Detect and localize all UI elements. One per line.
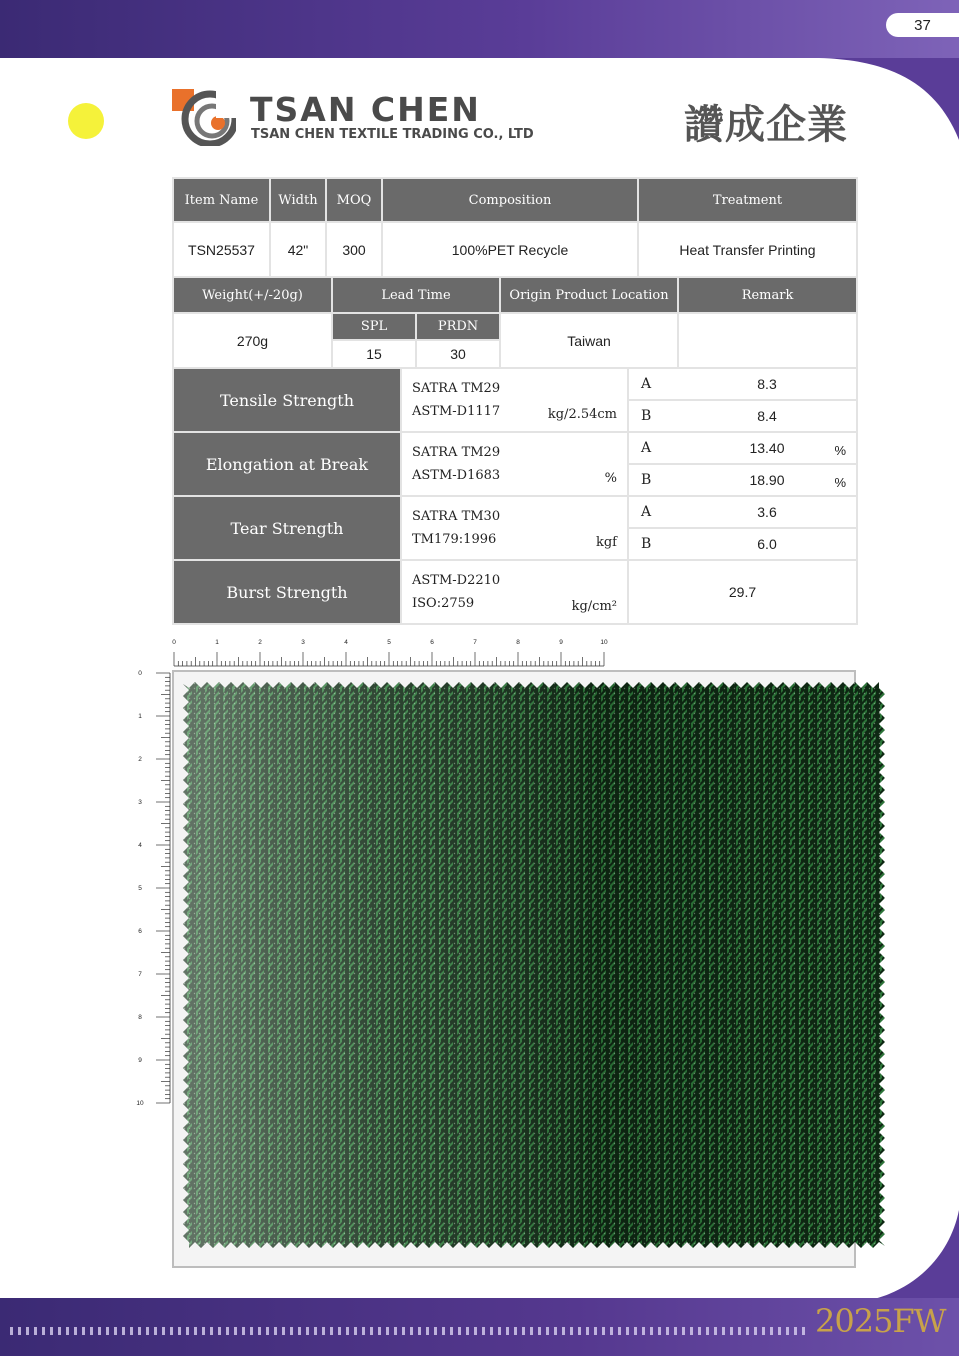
logistics-table — [172, 276, 858, 369]
ruler-label: 5 — [138, 885, 142, 892]
test-method — [401, 560, 628, 624]
result-value — [678, 464, 857, 496]
header-composition: Composition — [382, 178, 638, 222]
result-number: 8.4 — [757, 408, 777, 424]
ruler-label: 9 — [138, 1057, 142, 1064]
ruler-label: 7 — [473, 639, 477, 646]
ruler-label: 0 — [172, 639, 176, 646]
header-remark: Remark — [678, 277, 857, 313]
result-number: 29.7 — [728, 584, 757, 600]
vertical-ruler — [132, 668, 174, 1108]
ruler-label: 3 — [301, 639, 305, 646]
test-results-table — [172, 367, 858, 625]
moq-value: 300 — [326, 222, 382, 277]
direction-label: A — [628, 368, 678, 400]
ruler-label: 2 — [138, 756, 142, 763]
ruler-label: 6 — [430, 639, 434, 646]
test-method — [401, 368, 628, 432]
weight-value: 270g — [173, 313, 332, 368]
ruler-label: 0 — [138, 670, 142, 677]
test-name: Tear Strength — [173, 496, 401, 560]
header-treatment: Treatment — [638, 178, 857, 222]
direction-label: A — [628, 496, 678, 528]
header-width: Width — [270, 178, 326, 222]
method-line: ASTM-D1683 — [412, 468, 501, 483]
chinese-company-name: 讚成企業 — [684, 102, 848, 148]
result-number: 13.40 — [749, 440, 785, 456]
test-name: Tensile Strength — [173, 368, 401, 432]
test-unit: kg/cm² — [571, 599, 617, 614]
bottom-banner-curve — [859, 1210, 959, 1310]
ruler-label: 5 — [387, 639, 391, 646]
origin-value: Taiwan — [500, 313, 678, 368]
ruler-label: 6 — [138, 928, 142, 935]
fabric-swatch-image — [183, 682, 885, 1248]
result-number: 8.3 — [757, 376, 777, 392]
test-name: Burst Strength — [173, 560, 401, 624]
result-number: 3.6 — [757, 504, 777, 520]
header-lead-time: Lead Time — [332, 277, 500, 313]
top-banner — [0, 0, 959, 58]
header-origin: Origin Product Location — [500, 277, 678, 313]
direction-label: B — [628, 400, 678, 432]
result-value — [628, 560, 857, 624]
decorative-dot — [68, 103, 104, 139]
method-line: ISO:2759 — [412, 596, 475, 611]
ruler-label: 1 — [138, 713, 142, 720]
test-name: Elongation at Break — [173, 432, 401, 496]
ruler-label: 9 — [559, 639, 563, 646]
header-spl: SPL — [332, 313, 416, 340]
method-line: SATRA TM29 — [412, 381, 501, 396]
width-value: 42" — [270, 222, 326, 277]
remark-value — [678, 313, 857, 368]
direction-label: A — [628, 432, 678, 464]
method-line: SATRA TM30 — [412, 509, 501, 524]
ruler-label: 4 — [344, 639, 348, 646]
test-method — [401, 496, 628, 560]
result-number: 6.0 — [757, 536, 777, 552]
test-unit: kgf — [595, 535, 617, 550]
item-info-table — [172, 177, 858, 278]
brand-subtitle: TSAN CHEN TEXTILE TRADING CO., LTD — [251, 127, 534, 142]
test-unit: kg/2.54cm — [547, 407, 617, 422]
company-logo-icon — [172, 88, 236, 146]
ruler-label: 8 — [516, 639, 520, 646]
ruler-label: 4 — [138, 842, 142, 849]
footer-dotted-line — [10, 1327, 810, 1335]
brand-name: TSAN CHEN — [250, 90, 481, 129]
header-item-name: Item Name — [173, 178, 270, 222]
result-value — [678, 432, 857, 464]
result-value — [678, 496, 857, 528]
method-line: SATRA TM29 — [412, 445, 501, 460]
prdn-value: 30 — [416, 340, 500, 368]
result-unit: % — [834, 475, 846, 490]
header-prdn: PRDN — [416, 313, 500, 340]
composition-value: 100%PET Recycle — [382, 222, 638, 277]
result-value — [678, 400, 857, 432]
spl-value: 15 — [332, 340, 416, 368]
ruler-label: 10 — [600, 639, 608, 646]
method-line: TM179:1996 — [412, 532, 497, 547]
ruler-label: 7 — [138, 971, 142, 978]
page-number: 37 — [886, 13, 959, 37]
method-line: ASTM-D1117 — [412, 404, 501, 419]
ruler-label: 2 — [258, 639, 262, 646]
method-line: ASTM-D2210 — [412, 573, 501, 588]
result-value — [678, 528, 857, 560]
ruler-label: 3 — [138, 799, 142, 806]
direction-label: B — [628, 528, 678, 560]
item-name-value: TSN25537 — [173, 222, 270, 277]
season-label: 2025FW — [815, 1302, 946, 1340]
ruler-label: 1 — [215, 639, 219, 646]
test-unit: % — [604, 471, 617, 486]
ruler-label: 8 — [138, 1014, 142, 1021]
result-unit: % — [834, 443, 846, 458]
ruler-label: 10 — [136, 1100, 144, 1107]
result-number: 18.90 — [749, 472, 785, 488]
direction-label: B — [628, 464, 678, 496]
header-weight: Weight(+/-20g) — [173, 277, 332, 313]
horizontal-ruler — [172, 636, 612, 670]
treatment-value: Heat Transfer Printing — [638, 222, 857, 277]
header-moq: MOQ — [326, 178, 382, 222]
test-method — [401, 432, 628, 496]
result-value — [678, 368, 857, 400]
